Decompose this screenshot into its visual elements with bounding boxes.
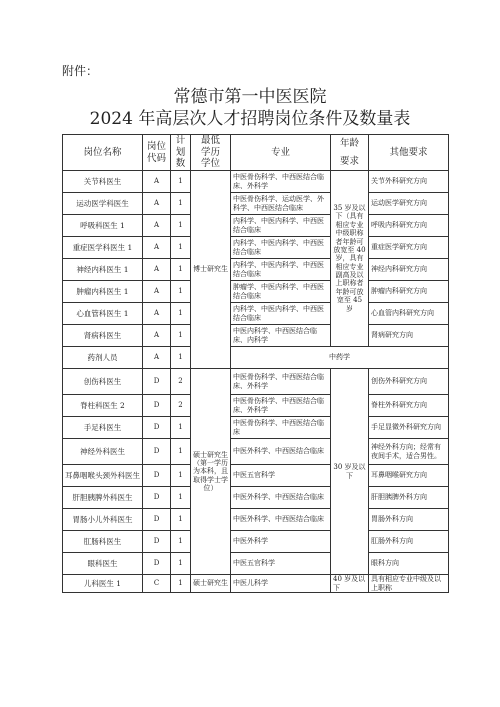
- other-requirement-cell: 神经外科方向；经常有夜间手术，适合男性。: [369, 439, 449, 465]
- position-name-cell: 重症医学科医生 1: [63, 237, 143, 259]
- plan-count-cell: 1: [171, 215, 191, 237]
- position-code-cell: A: [143, 303, 171, 325]
- table-row: [63, 553, 449, 575]
- other-requirement-cell: 心血管内科研究方向: [369, 303, 449, 325]
- table-row: [63, 509, 449, 531]
- table-row: [63, 369, 449, 395]
- other-requirement-cell: 呼吸内科研究方向: [369, 215, 449, 237]
- table-row: [63, 193, 449, 215]
- position-name-cell: 肛肠科医生: [63, 531, 143, 553]
- position-name-cell: 耳鼻咽喉头颈外科医生: [63, 465, 143, 487]
- age-requirement-cell: 30 岁及以下: [331, 369, 369, 575]
- position-name-cell: 神经外科医生: [63, 439, 143, 465]
- position-name-cell: 眼科医生: [63, 553, 143, 575]
- other-requirement-cell: 手足显微外科研究方向: [369, 417, 449, 439]
- position-name-cell: 肝胆胰脾外科医生: [63, 487, 143, 509]
- table-row: [63, 171, 449, 193]
- major-cell: 中医骨伤科学、中西医结合临床、外科学: [231, 369, 331, 395]
- position-name-cell: 脊柱科医生 2: [63, 395, 143, 417]
- col-header-age: 年龄 要求: [331, 135, 369, 171]
- position-name-cell: 关节科医生: [63, 171, 143, 193]
- position-name-cell: 肾病科医生: [63, 325, 143, 347]
- other-requirement-cell: 耳鼻咽喉研究方向: [369, 465, 449, 487]
- other-requirement-cell: 肛肠外科方向: [369, 531, 449, 553]
- position-code-cell: D: [143, 553, 171, 575]
- major-cell: 内科学、中医内科学、中西医结合临床: [231, 259, 331, 281]
- document-title-line1: 常德市第一中医医院: [173, 87, 327, 107]
- col-header-code: 岗位 代码: [143, 135, 171, 171]
- major-cell: 中医儿科学: [231, 575, 331, 593]
- table-row: [63, 531, 449, 553]
- other-requirement-cell: 神经内科研究方向: [369, 259, 449, 281]
- table-row: [63, 465, 449, 487]
- position-name-cell: 儿科医生 1: [63, 575, 143, 593]
- plan-count-cell: 1: [171, 325, 191, 347]
- table-row: [63, 325, 449, 347]
- major-cell: 中医外科学、中西医结合临床: [231, 439, 331, 465]
- position-name-cell: 运动医学科医生: [63, 193, 143, 215]
- col-header-education: 最低 学历 学位: [191, 135, 231, 171]
- col-header-position: 岗位名称: [63, 135, 143, 171]
- recruitment-table: [62, 134, 449, 593]
- plan-count-cell: 2: [171, 395, 191, 417]
- position-name-cell: 肿瘤内科医生 1: [63, 281, 143, 303]
- other-requirement-cell: 具有相应专业中级及以上职称: [369, 575, 449, 593]
- major-cell: 中医骨伤科学、中西医结合临床: [231, 417, 331, 439]
- table-row: [63, 575, 449, 593]
- position-code-cell: D: [143, 417, 171, 439]
- plan-count-cell: 1: [171, 171, 191, 193]
- position-name-cell: 心血管科医生 1: [63, 303, 143, 325]
- position-code-cell: D: [143, 509, 171, 531]
- education-cell: 硕士研究生: [191, 575, 231, 593]
- position-name-cell: 手足科医生: [63, 417, 143, 439]
- plan-count-cell: 1: [171, 531, 191, 553]
- position-code-cell: D: [143, 531, 171, 553]
- header-row: [63, 135, 449, 171]
- age-requirement-cell: 35 岁及以下（具有相应专业中级职称者年龄可放宽至 40 岁，具有相应专业副高及以上职称者年龄可放宽至 45 岁: [331, 171, 369, 347]
- plan-count-cell: 2: [171, 369, 191, 395]
- position-code-cell: A: [143, 237, 171, 259]
- position-code-cell: A: [143, 347, 171, 369]
- position-code-cell: A: [143, 215, 171, 237]
- other-requirement-cell: 脊柱外科研究方向: [369, 395, 449, 417]
- major-cell: 内科学、中医内科学、中西医结合临床: [231, 303, 331, 325]
- other-requirement-cell: 肝胆胰脾外科方向: [369, 487, 449, 509]
- position-code-cell: D: [143, 487, 171, 509]
- other-requirement-cell: 关节外科研究方向: [369, 171, 449, 193]
- plan-count-cell: 1: [171, 193, 191, 215]
- table-row: [63, 215, 449, 237]
- position-name-cell: 药剂人员: [63, 347, 143, 369]
- table-row: [63, 303, 449, 325]
- major-cell: 中医外科学: [231, 531, 331, 553]
- major-cell: 中医骨伤科学、运动医学、外科学、中西医结合临床: [231, 193, 331, 215]
- position-code-cell: D: [143, 369, 171, 395]
- education-cell: 博士研究生: [191, 171, 231, 369]
- major-cell: 中医内科学、中西医结合临床、内科学: [231, 325, 331, 347]
- table-row: [63, 259, 449, 281]
- major-cell: 中医五官科学: [231, 465, 331, 487]
- table-row: [63, 487, 449, 509]
- position-code-cell: C: [143, 575, 171, 593]
- position-code-cell: A: [143, 193, 171, 215]
- annex-label: 附件：: [62, 64, 99, 78]
- col-header-major: 专业: [231, 135, 331, 171]
- other-requirement-cell: 肿瘤内科研究方向: [369, 281, 449, 303]
- col-header-plan: 计 划 数: [171, 135, 191, 171]
- position-code-cell: D: [143, 395, 171, 417]
- position-name-cell: 胃肠小儿外科医生: [63, 509, 143, 531]
- major-cell: 中医外科学、中西医结合临床: [231, 509, 331, 531]
- table-row: [63, 347, 449, 369]
- plan-count-cell: 1: [171, 303, 191, 325]
- position-code-cell: D: [143, 439, 171, 465]
- position-name-cell: 呼吸科医生 1: [63, 215, 143, 237]
- plan-count-cell: 1: [171, 575, 191, 593]
- plan-count-cell: 1: [171, 417, 191, 439]
- plan-count-cell: 1: [171, 439, 191, 465]
- position-name-cell: 创伤科医生: [63, 369, 143, 395]
- major-cell: 中医骨伤科学、中西医结合临床、外科学: [231, 171, 331, 193]
- other-requirement-cell: 重症医学研究方向: [369, 237, 449, 259]
- position-name-cell: 神经内科医生 1: [63, 259, 143, 281]
- other-requirement-cell: 肾病研究方向: [369, 325, 449, 347]
- plan-count-cell: 1: [171, 487, 191, 509]
- major-cell: 中医骨伤科学、中西医结合临床、外科学: [231, 395, 331, 417]
- plan-count-cell: 1: [171, 237, 191, 259]
- table-row: [63, 417, 449, 439]
- major-cell: 中药学: [231, 347, 449, 369]
- major-cell: 内科学、中医内科学、中西医结合临床: [231, 215, 331, 237]
- table-row: [63, 237, 449, 259]
- major-cell: 中医五官科学: [231, 553, 331, 575]
- position-code-cell: A: [143, 259, 171, 281]
- plan-count-cell: 1: [171, 347, 191, 369]
- position-code-cell: A: [143, 171, 171, 193]
- plan-count-cell: 1: [171, 281, 191, 303]
- position-code-cell: A: [143, 325, 171, 347]
- position-code-cell: D: [143, 465, 171, 487]
- plan-count-cell: 1: [171, 553, 191, 575]
- other-requirement-cell: 运动医学研究方向: [369, 193, 449, 215]
- document-title-line2: 2024 年高层次人才招聘岗位条件及数量表: [89, 109, 411, 129]
- table-row: [63, 281, 449, 303]
- col-header-other: 其他要求: [369, 135, 449, 171]
- major-cell: 中医外科学、中西医结合临床: [231, 487, 331, 509]
- plan-count-cell: 1: [171, 259, 191, 281]
- major-cell: 肿瘤学、中医内科学、中西医结合临床: [231, 281, 331, 303]
- other-requirement-cell: 创伤外科研究方向: [369, 369, 449, 395]
- table-row: [63, 439, 449, 465]
- education-cell: 硕士研究生（第一学历为本科，且取得学士学位）: [191, 369, 231, 575]
- major-cell: 内科学、中医内科学、中西医结合临床: [231, 237, 331, 259]
- plan-count-cell: 1: [171, 509, 191, 531]
- other-requirement-cell: 胃肠外科方向: [369, 509, 449, 531]
- age-requirement-cell: 40 岁及以下: [331, 575, 369, 593]
- table-row: [63, 395, 449, 417]
- position-code-cell: A: [143, 281, 171, 303]
- plan-count-cell: 1: [171, 465, 191, 487]
- other-requirement-cell: 眼科方向: [369, 553, 449, 575]
